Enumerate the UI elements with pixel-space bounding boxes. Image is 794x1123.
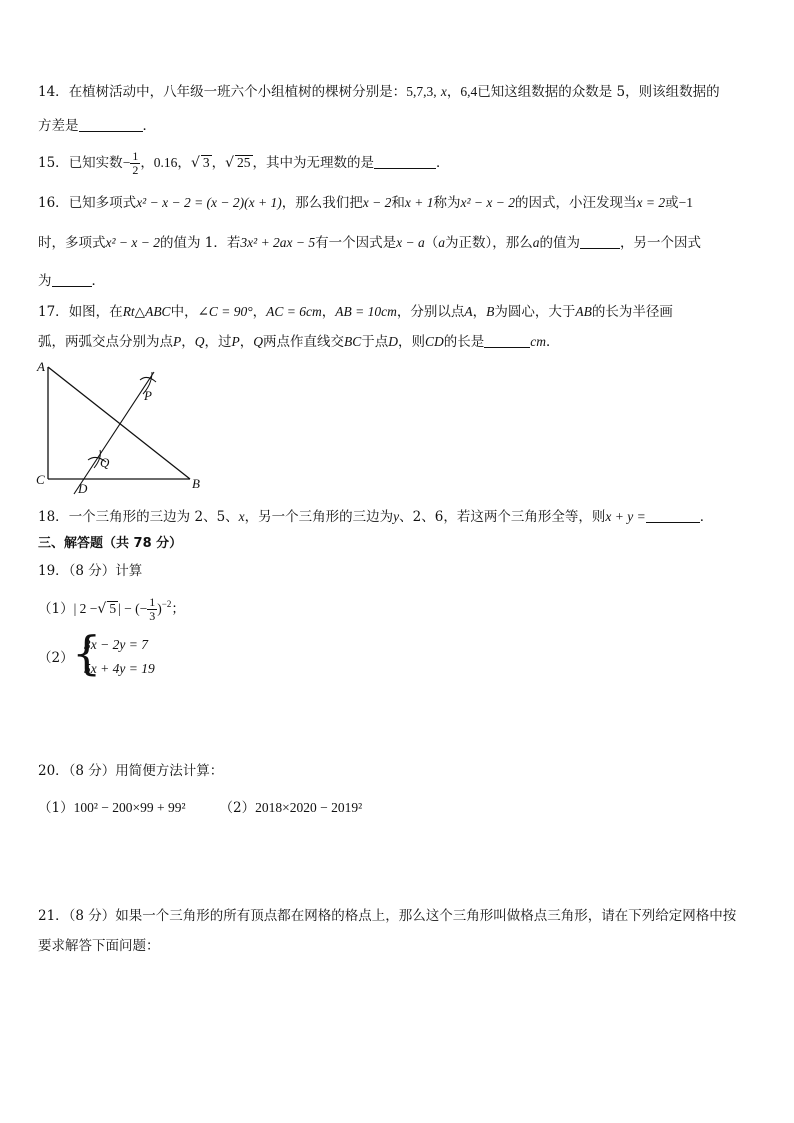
equation-system (72, 626, 212, 684)
answer-blank[interactable] (484, 333, 530, 348)
sqrt-icon: √ (97, 601, 107, 617)
label-b: B (192, 476, 200, 491)
answer-blank[interactable] (52, 272, 92, 287)
q14-line-1: 14．在植树活动中，八年级一班六个小组植树的棵树分别是：5,7,3, x，6,4已知这组数据的众数是 5，则该组数据的 (38, 84, 720, 100)
q19-heading: 19．（8 分）计算 (38, 563, 143, 579)
q16-line-1: 16．已知多项式x² − x − 2 = (x − 2)(x + 1)，那么我们把x − 2和x + 1称为x² − x − 2的因式，小汪发现当x = 2或−1 (38, 195, 693, 211)
q19-part-1: （1）| 2 −√ 5 | − (− $\frac{1}{3}$ )$^{-2}$； (38, 595, 185, 623)
label-c: C (36, 472, 45, 487)
equation-2: 5x + 4y = 19 (84, 661, 155, 676)
q20-parts: （1）100² − 200×99 + 99² （2）2018×2020 − 2019² (38, 800, 363, 816)
q21-line-2: 要求解答下面问题： (38, 938, 160, 954)
answer-blank[interactable] (646, 508, 700, 523)
label-p: P (144, 388, 152, 403)
section-title: 三、解答题（共 78 分） (38, 536, 183, 551)
label-d: D (78, 481, 88, 496)
q20-heading: 20．（8 分）用简便方法计算： (38, 763, 224, 779)
triangle-figure (30, 358, 230, 498)
q18-line: 18．一个三角形的三边为 2、5、x，另一个三角形的三边为y、2、6，若这两个三角形全等，则x + y = ． (38, 509, 714, 525)
q15-line: 15．已知实数− $\frac{1}{2}$ ，0.16，√ 3 ，√ 25 ，其中为无理数的是 ． (38, 149, 450, 177)
perpendicular-bisector (74, 372, 154, 494)
sqrt-icon: √ (190, 155, 200, 171)
label-q: Q (100, 455, 110, 470)
sqrt-icon: √ (225, 155, 235, 171)
q17-line-1: 17．如图，在Rt△ABC中，∠C = 90°，AC = 6cm，AB = 10cm，分别以点A，B为圆心，大于AB的长为半径画 (38, 304, 673, 320)
fraction: $\frac{1}{2}$ (132, 149, 139, 177)
q16-line-2: 时，多项式x² − x − 2的值为 1．若3x² + 2ax − 5有一个因式是x − a（a为正数），那么a的值为 ，另一个因式 (38, 235, 702, 251)
q17-line-2: 弧，两弧交点分别为点P，Q，过P，Q两点作直线交BC于点D，则CD的长是 cm． (38, 334, 560, 350)
q14-line-2: 方差是 ． (38, 118, 156, 134)
answer-blank[interactable] (580, 234, 620, 249)
side-ab (48, 367, 190, 479)
answer-blank[interactable] (79, 117, 143, 132)
q19-part-2: （2） (38, 650, 74, 666)
fraction: $\frac{1}{3}$ (149, 595, 156, 623)
label-a: A (37, 359, 45, 374)
answer-blank[interactable] (374, 154, 436, 169)
equation-1: 3x − 2y = 7 (84, 637, 148, 652)
q16-line-3: 为 ． (38, 273, 105, 289)
q21-line-1: 21．（8 分）如果一个三角形的所有顶点都在网格的格点上，那么这个三角形叫做格点三角形，请在下列给定网格中按 (38, 908, 737, 924)
brace-icon: { (72, 626, 102, 680)
